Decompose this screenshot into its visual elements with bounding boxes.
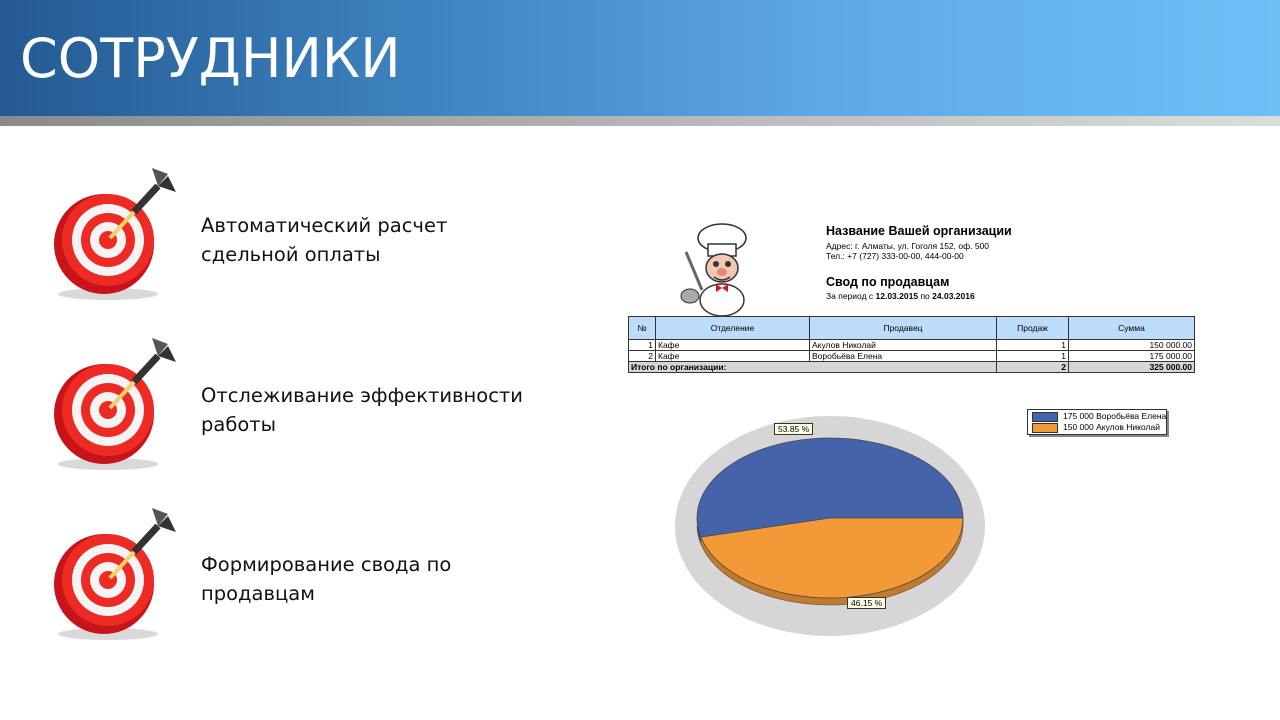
col-header-department: Отделение bbox=[656, 317, 810, 340]
period-from: 12.03.2015 bbox=[875, 291, 919, 301]
cell-sum: 175 000.00 bbox=[1069, 351, 1195, 362]
col-header-sales: Продаж bbox=[997, 317, 1069, 340]
pie-label-1: 46.15 % bbox=[847, 597, 886, 609]
target-dart-icon bbox=[40, 164, 180, 304]
total-label: Итого по организации: bbox=[629, 362, 997, 373]
table-header-row bbox=[629, 317, 1195, 340]
col-header-sum: Сумма bbox=[1069, 317, 1195, 340]
sales-report bbox=[628, 220, 1194, 640]
total-sum: 325 000.00 bbox=[1069, 362, 1195, 373]
feature-text-2: Отслеживание эффективности работы bbox=[201, 384, 523, 436]
total-count: 2 bbox=[997, 362, 1069, 373]
feature-text-1: Автоматический расчет сдельной оплаты bbox=[201, 214, 448, 266]
legend-item bbox=[1032, 422, 1160, 433]
legend-swatch bbox=[1032, 412, 1058, 422]
period-prefix: За период с bbox=[826, 291, 874, 301]
header-divider bbox=[0, 116, 1280, 126]
target-dart-icon bbox=[40, 334, 180, 474]
chef-logo-icon bbox=[678, 222, 764, 318]
legend-item bbox=[1032, 411, 1166, 422]
org-name: Название Вашей организации bbox=[826, 224, 1012, 238]
feature-text-3: Формирование свода по продавцам bbox=[201, 553, 452, 605]
period-to: 24.03.2016 bbox=[932, 291, 975, 301]
pie-label-0: 53.85 % bbox=[774, 423, 813, 435]
cell-sales: 1 bbox=[997, 340, 1069, 351]
cell-seller: Воробьёва Елена bbox=[810, 351, 997, 362]
table-row bbox=[629, 340, 1195, 351]
cell-sum: 150 000.00 bbox=[1069, 340, 1195, 351]
cell-seller: Акулов Николай bbox=[810, 340, 997, 351]
sales-pie-chart bbox=[628, 400, 1028, 640]
table-total-row bbox=[629, 362, 1195, 373]
period-mid: по bbox=[920, 291, 930, 301]
col-header-seller: Продавец bbox=[810, 317, 997, 340]
table-row bbox=[629, 351, 1195, 362]
target-dart-icon bbox=[40, 504, 180, 644]
cell-sales: 1 bbox=[997, 351, 1069, 362]
slide-title: СОТРУДНИКИ bbox=[20, 27, 401, 90]
legend-swatch bbox=[1032, 423, 1058, 433]
cell-number: 2 bbox=[629, 351, 656, 362]
report-period bbox=[826, 291, 975, 301]
cell-number: 1 bbox=[629, 340, 656, 351]
chart-legend bbox=[1027, 409, 1167, 435]
col-header-number: № bbox=[629, 317, 656, 340]
org-phone: Тел.: +7 (727) 333-00-00, 444-00-00 bbox=[826, 251, 964, 261]
cell-department: Кафе bbox=[656, 351, 810, 362]
cell-department: Кафе bbox=[656, 340, 810, 351]
report-table bbox=[628, 316, 1195, 373]
report-title: Свод по продавцам bbox=[826, 275, 950, 289]
org-address: Адрес: г. Алматы, ул. Гоголя 152, оф. 500 bbox=[826, 241, 989, 251]
legend-label: 150 000 Акулов Николай bbox=[1063, 422, 1160, 432]
legend-label: 175 000 Воробьёва Елена bbox=[1063, 411, 1167, 421]
